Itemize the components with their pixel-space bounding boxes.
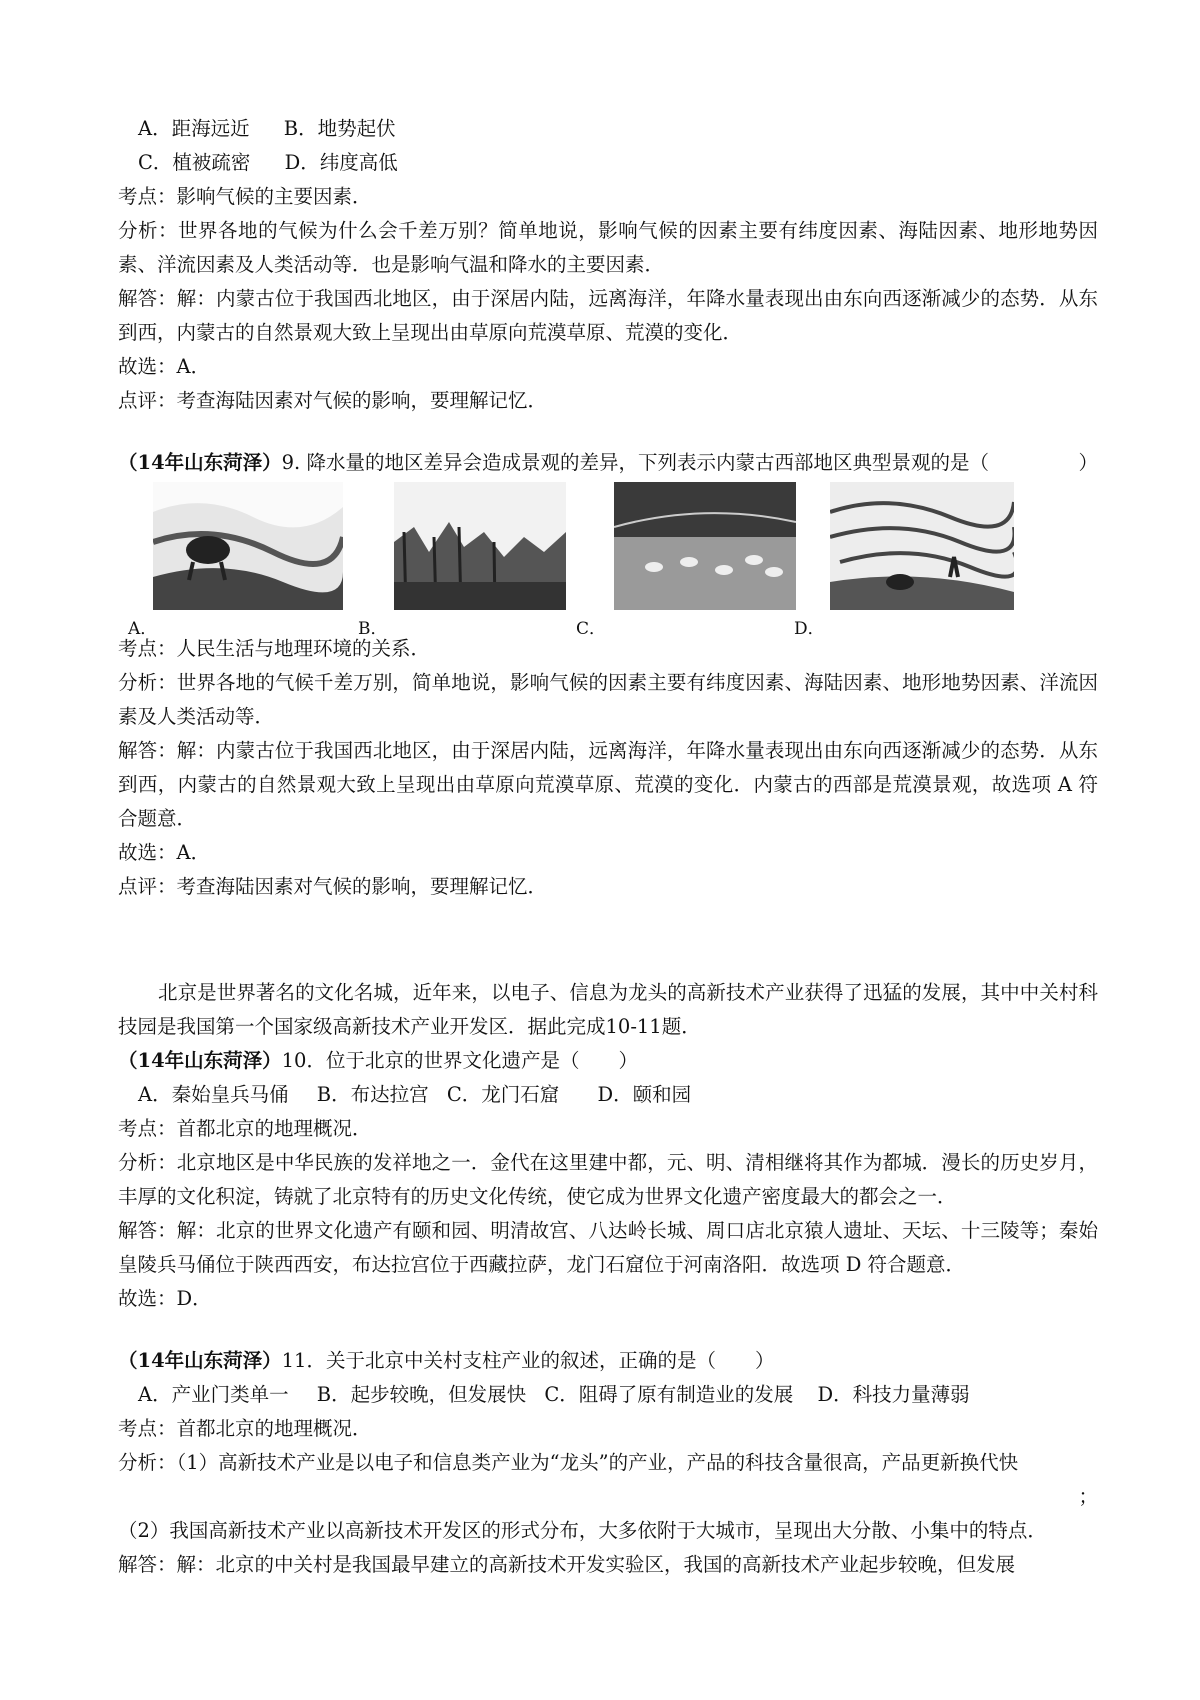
intro-paragraph: 北京是世界著名的文化名城，近年来，以电子、信息为龙头的高新技术产业获得了迅猛的发展，其中中关村科技园是我国第一个国家级高新技术产业开发区．据此完成10-11题． [118, 981, 1098, 1038]
q9-label-d: D． [794, 619, 825, 639]
q8-dianping: 点评：考查海陆因素对气候的影响，要理解记忆． [118, 389, 548, 412]
q11-semicolon: ； [1078, 1485, 1098, 1508]
q10-kaodian: 考点：首都北京的地理概况． [118, 1117, 372, 1140]
q10-guxuan: 故选：D． [118, 1287, 212, 1310]
q8-option-a: A．距海远近 [138, 117, 250, 140]
q9-kaodian: 考点：人民生活与地理环境的关系． [118, 637, 431, 660]
q8-option-b: B．地势起伏 [283, 117, 396, 140]
q8-option-d: D．纬度高低 [284, 151, 398, 174]
q11-option-a: A．产业门类单一 [138, 1383, 289, 1406]
q8-jieda: 解答：解：内蒙古位于我国西北地区，由于深居内陆，远离海洋，年降水量表现出由东向西逐渐减少的态势．从东到西，内蒙古的自然景观大致上呈现出由草原向荒漠草原、荒漠的变化． [118, 287, 1098, 344]
q9-guxuan: 故选：A． [118, 841, 211, 864]
q10-option-d: D．颐和园 [597, 1083, 692, 1106]
q10-fenxi: 分析：北京地区是中华民族的发祥地之一．金代在这里建中都，元、明、清相继将其作为都城．漫长的历史岁月，丰厚的文化积淀，铸就了北京特有的历史文化传统，使它成为世界文化遗产密度最大的都会之一． [118, 1151, 1098, 1208]
q9-paren-close: ） [1078, 451, 1098, 474]
q9-label-a: A． [128, 619, 158, 639]
q10-option-b: B．布达拉宫 [316, 1083, 429, 1106]
q9-picture-c-grassland [614, 482, 796, 610]
q8-guxuan: 故选：A． [118, 355, 211, 378]
q11-options-row [118, 1378, 1098, 1412]
q9-fenxi: 分析：世界各地的气候千差万别，简单地说，影响气候的因素主要有纬度因素、海陆因素、地形地势因素、洋流因素及人类活动等． [118, 671, 1098, 728]
q8-options-row-1 [118, 112, 1098, 146]
q9-dianping: 点评：考查海陆因素对气候的影响，要理解记忆． [118, 875, 548, 898]
q10-stem: 10．位于北京的世界文化遗产是（ ） [281, 1049, 638, 1072]
q9-picture-d-terraces [830, 482, 1014, 610]
q11-source: （14年山东菏泽） [118, 1349, 282, 1372]
q10-option-a: A．秦始皇兵马俑 [138, 1083, 289, 1106]
q10-source: （14年山东菏泽） [118, 1049, 282, 1072]
q11-kaodian: 考点：首都北京的地理概况． [118, 1417, 372, 1440]
q9-source: （14年山东菏泽） [118, 451, 282, 474]
q10-option-c: C．龙门石窟 [446, 1083, 560, 1106]
document-page [118, 112, 1098, 1582]
q8-options-row-2 [118, 146, 1098, 180]
q11-option-c: C．阻碍了原有制造业的发展 [544, 1383, 794, 1406]
q11-fenxi-2: （2）我国高新技术产业以高新技术开发区的形式分布，大多依附于大城市，呈现出大分散、小集中的特点． [118, 1519, 1047, 1542]
q10-options-row [118, 1078, 1098, 1112]
q9-label-b: B． [358, 619, 388, 639]
q10-jieda: 解答：解：北京的世界文化遗产有颐和园、明清故宫、八达岭长城、周口店北京猿人遗址、天坛、十三陵等；秦始皇陵兵马俑位于陕西西安，布达拉宫位于西藏拉萨，龙门石窟位于河南洛阳．故选项 D 符合题意． [118, 1219, 1098, 1276]
q11-jieda: 解答：解：北京的中关村是我国最早建立的高新技术开发实验区，我国的高新技术产业起步较晚，但发展 [118, 1553, 1016, 1576]
q9-stem: 9. 降水量的地区差异会造成景观的差异，下列表示内蒙古西部地区典型景观的是（ [281, 451, 989, 474]
q9-picture-b-forest [394, 482, 566, 610]
q9-picture-options [118, 482, 1098, 639]
q8-option-c: C．植被疏密 [138, 151, 251, 174]
q9-picture-a-desert [153, 482, 343, 610]
q8-fenxi: 分析：世界各地的气候为什么会千差万别？简单地说，影响气候的因素主要有纬度因素、海陆因素、地形地势因素、洋流因素及人类活动等．也是影响气温和降水的主要因素． [118, 219, 1098, 276]
q9-label-c: C． [576, 619, 607, 639]
q8-kaodian: 考点：影响气候的主要因素． [118, 185, 372, 208]
q9-jieda: 解答：解：内蒙古位于我国西北地区，由于深居内陆，远离海洋，年降水量表现出由东向西逐渐减少的态势．从东到西，内蒙古的自然景观大致上呈现出由草原向荒漠草原、荒漠的变化．内蒙古的西部是荒漠景观，故选项 A 符合题意． [118, 739, 1098, 830]
q11-option-b: B．起步较晚，但发展快 [316, 1383, 527, 1406]
q10-stem-row [118, 1044, 1098, 1078]
q11-stem-row [118, 1344, 1098, 1378]
q11-option-d: D．科技力量薄弱 [817, 1383, 970, 1406]
q11-stem: 11．关于北京中关村支柱产业的叙述，正确的是（ ） [281, 1349, 775, 1372]
q9-stem-row [118, 446, 1098, 480]
q11-fenxi-1: 分析：（1）高新技术产业是以电子和信息类产业为“龙头”的产业，产品的科技含量很高，产品更新换代快 [118, 1451, 1019, 1474]
